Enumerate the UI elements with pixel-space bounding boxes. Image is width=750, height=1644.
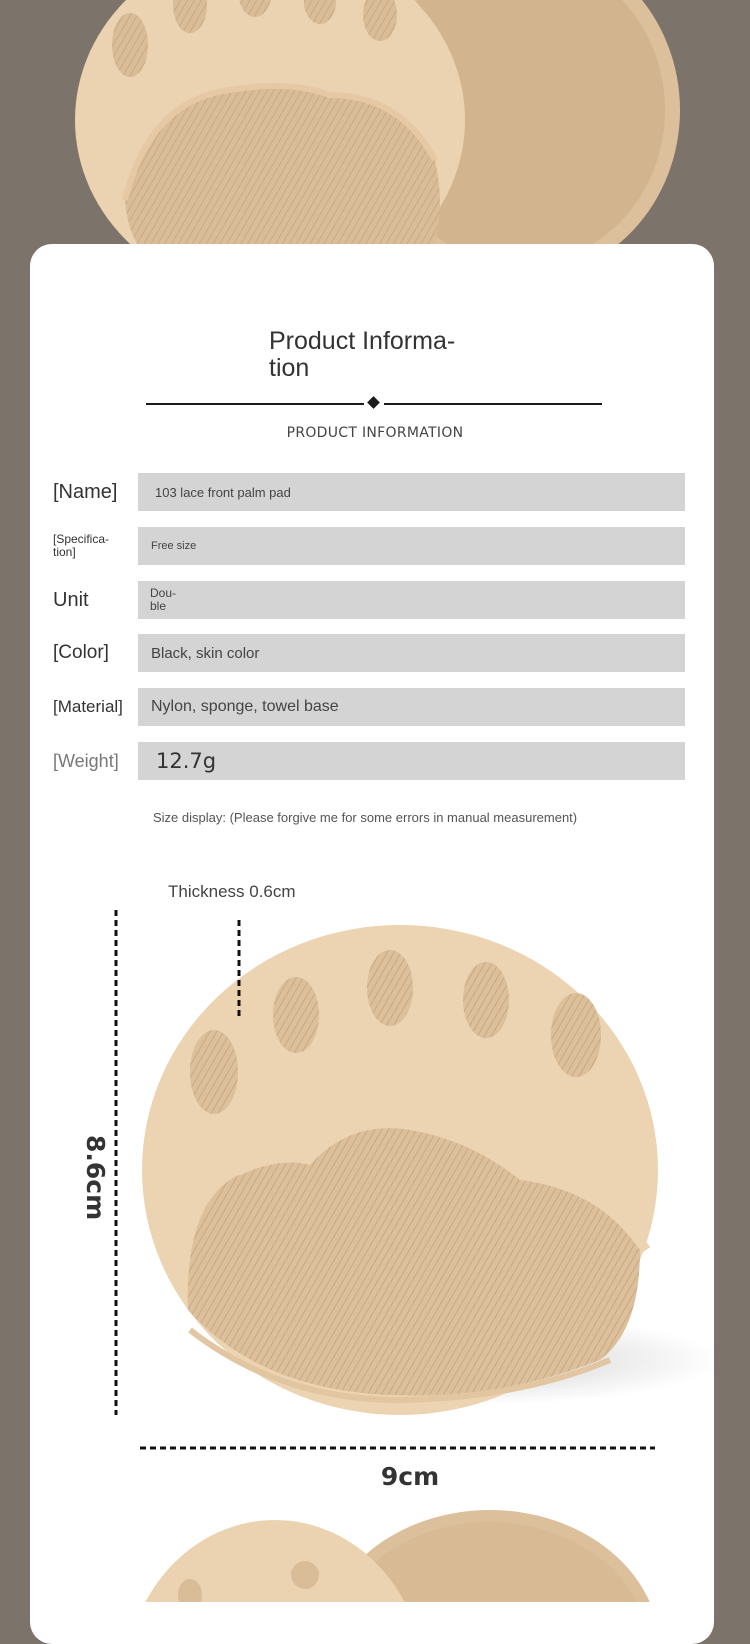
bottom-product-photo [0, 1500, 750, 1602]
spec-label: [Weight] [53, 750, 119, 771]
toe-hole [273, 977, 319, 1053]
size-display-note: Size display: (Please forgive me for some errors in manual measurement) [153, 810, 578, 825]
toe-hole [463, 962, 509, 1038]
size-diagram [0, 890, 750, 1470]
spec-label: Unit [53, 588, 89, 611]
toe-hole [367, 950, 413, 1026]
page-subtitle: PRODUCT INFORMATION [286, 425, 464, 441]
spec-label: [Material] [53, 697, 123, 716]
thickness-label: Thickness 0.6cm [168, 882, 296, 901]
spec-value: Black, skin color [138, 634, 685, 672]
toe-hole [190, 1030, 238, 1114]
spec-label: [Name] [53, 480, 118, 503]
spec-value: 12.7g [138, 742, 685, 780]
spec-label: [Color] [53, 642, 109, 663]
spec-value: Nylon, sponge, towel base [138, 688, 685, 726]
spec-value: Dou- ble [138, 581, 685, 619]
spec-label: [Specifica- tion] [53, 532, 110, 559]
spec-row-material [0, 688, 750, 726]
spec-row-specification [0, 527, 750, 565]
spec-row-weight [0, 742, 750, 780]
height-label: 8.6cm [81, 1135, 110, 1221]
width-label: 9cm [380, 1462, 440, 1491]
spec-row-color [0, 634, 750, 672]
page-title: Product Informa- tion [269, 327, 456, 382]
spec-row-unit [0, 581, 750, 619]
spec-row-name [0, 473, 750, 511]
spec-value: 103 lace front palm pad [138, 473, 685, 511]
toe-hole [551, 993, 601, 1077]
divider-left [146, 403, 364, 405]
spec-value: Free size [138, 527, 685, 565]
divider-right [384, 403, 602, 405]
